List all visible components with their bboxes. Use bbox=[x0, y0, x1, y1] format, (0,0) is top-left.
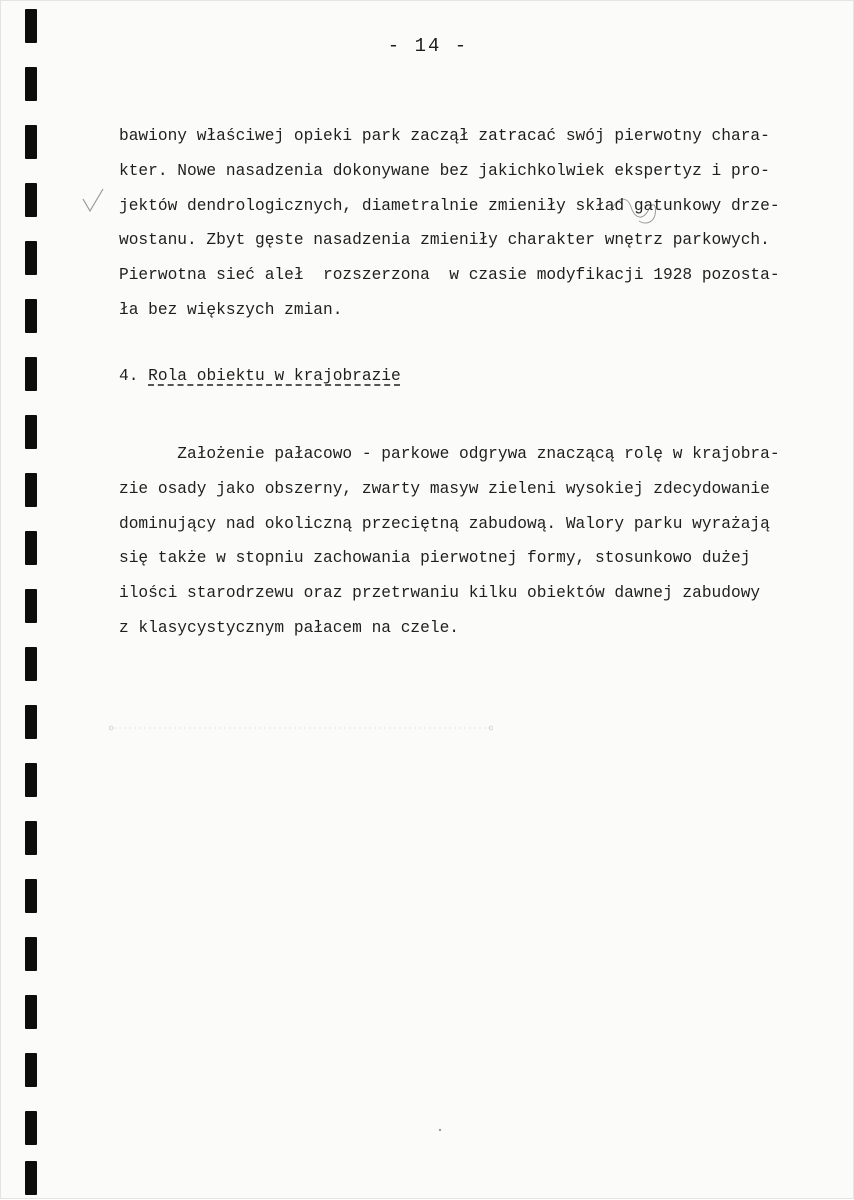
binding-holes bbox=[25, 1, 39, 1200]
binding-hole bbox=[25, 937, 37, 971]
paragraph-2 bbox=[119, 437, 831, 646]
binding-hole bbox=[25, 473, 37, 507]
binding-hole bbox=[25, 357, 37, 391]
section-title: Rola obiektu w krajobrazie bbox=[148, 367, 401, 385]
paragraph-1 bbox=[119, 119, 831, 328]
binding-hole bbox=[25, 415, 37, 449]
text-line: Założenie pałacowo - parkowe odgrywa znaczącą rolę w krajobra- bbox=[119, 445, 780, 463]
text-line: bawiony właściwej opieki park zaczął zatracać swój pierwotny chara- bbox=[119, 127, 770, 145]
binding-hole bbox=[25, 763, 37, 797]
binding-hole bbox=[25, 1161, 37, 1195]
fold-line bbox=[109, 725, 493, 731]
binding-hole bbox=[25, 821, 37, 855]
text-line: z klasycystycznym pałacem na czele. bbox=[119, 618, 459, 637]
text-line: jektów dendrologicznych, diametralnie zmieniły skład gatunkowy drze- bbox=[119, 196, 780, 215]
binding-hole bbox=[25, 589, 37, 623]
binding-hole bbox=[25, 183, 37, 217]
text-line: zie osady jako obszerny, zwarty masyw zieleni wysokiej zdecydowanie bbox=[119, 479, 770, 498]
binding-hole bbox=[25, 241, 37, 275]
binding-hole bbox=[25, 125, 37, 159]
text-line: Pierwotna sieć aleł rozszerzona w czasie modyfikacji 1928 pozosta- bbox=[119, 266, 780, 285]
binding-hole bbox=[25, 299, 37, 333]
section-heading bbox=[119, 367, 401, 385]
binding-hole bbox=[25, 67, 37, 101]
binding-hole bbox=[25, 1053, 37, 1087]
text-line: dominujący nad okoliczną przeciętną zabudową. Walory parku wyrażają bbox=[119, 514, 770, 533]
binding-hole bbox=[25, 647, 37, 681]
handwritten-check-mark bbox=[81, 187, 105, 215]
text-line: ła bez większych zmian. bbox=[119, 300, 343, 319]
text-line: wostanu. Zbyt gęste nasadzenia zmieniły charakter wnętrz parkowych. bbox=[119, 231, 770, 250]
text-line: się także w stopniu zachowania pierwotnej formy, stosunkowo dużej bbox=[119, 549, 751, 568]
binding-hole bbox=[25, 705, 37, 739]
binding-hole bbox=[25, 995, 37, 1029]
text-line: kter. Nowe nasadzenia dokonywane bez jakichkolwiek ekspertyz i pro- bbox=[119, 161, 770, 180]
page-number: - 14 - bbox=[387, 35, 469, 57]
text-line: ilości starodrzewu oraz przetrwaniu kilku obiektów dawnej zabudowy bbox=[119, 584, 761, 603]
binding-hole bbox=[25, 531, 37, 565]
paper-speck bbox=[439, 1129, 441, 1131]
binding-hole bbox=[25, 1111, 37, 1145]
binding-hole bbox=[25, 879, 37, 913]
section-number: 4. bbox=[119, 367, 139, 385]
